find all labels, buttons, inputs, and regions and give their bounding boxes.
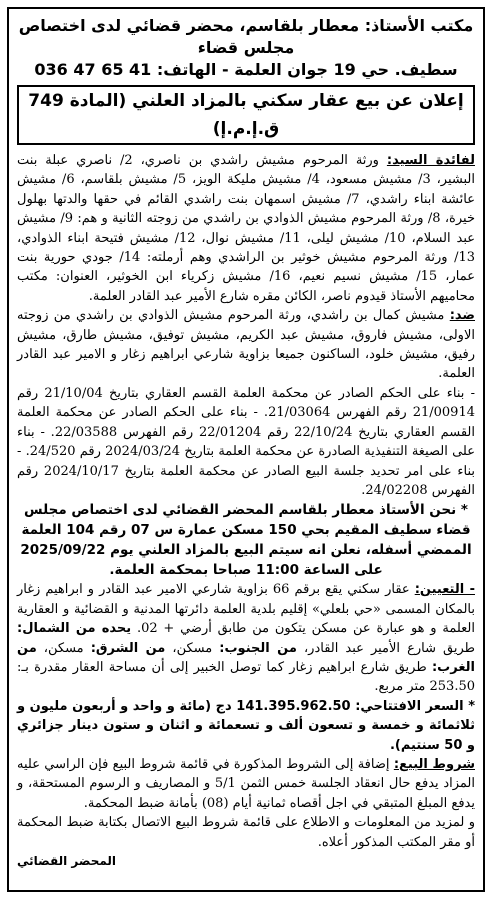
defendant-paragraph	[17, 306, 475, 384]
west-boundary-label: من الغرب:	[17, 640, 475, 675]
beneficiary-label: لفائدة السيد:	[386, 153, 475, 168]
legal-basis-paragraph: - بناء على الحكم الصادر عن محكمة العلمة القسم العقاري بتاريخ 21/10/04 رقم 21/00914 رقم الفهرس 21/03064. - بناء على الحكم الصادر عن محكمة العلمة القسم العقاري بتاريخ 22/10/24 رقم 22/01204 رقم الفهرس 22/03588. - بناء على الصيغة التنفيذية الصادرة عن محكمة العلمة بتاريخ 2024/03/24 رقم 24/520. - بناء على امر تحديد جلسة البيع الصادر عن محكمة العلمة بتاريخ 2024/10/17 رقم الفهرس 24/02208.	[17, 385, 476, 498]
sale-conditions-label: شروط البيع:	[393, 756, 475, 772]
property-description-paragraph	[17, 580, 475, 696]
sale-conditions-paragraph	[17, 755, 475, 813]
designation-label: - التعيين:	[414, 582, 475, 598]
office-header-line-2: سطيف. حي 19 جوان العلمة - الهاتف: 41 65 47 036	[34, 60, 458, 79]
beneficiary-paragraph	[17, 151, 475, 306]
sale-conditions-text: إضافة إلى الشروط المذكورة في قائمة شروط البيع فإن الراسي عليه المزاد يدفع حال انعقاد الجلسة خمس الثمن 5/1 و المصاريف و الرسوم المستحقة، و يدفع المبلغ المتبقي في اجل أقصاه ثمانية أيام (08) بأمانة ضبط المحكمة.	[17, 756, 475, 811]
contact-info-paragraph: و لمزيد من المعلومات و الاطلاع على قائمة شروط البيع الاتصال بكتابة ضبط المحكمة أو مقر المكتب المذكور أعلاه.	[17, 815, 475, 850]
notice-title: إعلان عن بيع عقار سكني بالمزاد العلني (المادة 749 ق.إ.م.إ)	[17, 85, 475, 145]
west-boundary-text: طريق شارع ابراهيم زغار كما توصل الخبير إلى أن مساحة العقار مقدرة بـ: 253.50 متر مربع.	[17, 659, 475, 695]
north-boundary-text: طريق شارع الأمير عبد القادر،	[296, 640, 475, 656]
auction-announcement: * نحن الأستاذ معطار بلقاسم المحضر القضائي لدى اختصاص مجلس قضاء سطيف المقيم بحي 150 مسكن عمارة س 07 رقم 104 العلمة الممضي أسفله، نعلن انه سيتم البيع بالمزاد العلني يوم 2025/09/22 على الساعة 11:00 صباحا بمحكمة العلمة.	[20, 502, 472, 579]
designation-text: عقار سكني يقع برقم 66 بزاوية شارعي الامير عبد القادر و ابراهيم زغار بالمكان المسمى «حي بلعلي» إقليم بلدية العلمة دائرتها المدنية و القضائية و العقارية العلمة و هو عبارة عن مسكن يتكون من طابق أرضي + 02.	[17, 582, 475, 637]
north-boundary-label: يحده من الشمال:	[17, 621, 132, 637]
legal-notice-page	[7, 7, 485, 892]
notice-body	[17, 151, 475, 871]
east-boundary-text: مسكن،	[36, 640, 91, 656]
bailiff-signature: المحضر القضائي	[17, 854, 117, 868]
beneficiary-text: ورثة المرحوم مشيش راشدي بن ناصري، 2/ ناصري عبلة بنت البشير، 3/ مشيش مسعود، 4/ مشيش مليكة الويز، 5/ مشيش بلقاسم، 6/ مشيش عائشة ابناء راشدي، 7/ مشيش اسمهان بنت راشدي القائم في حقها والدتها بهلول خيرة، 8/ ورثة المرحوم مشيش الذوادي بن راشدي من زوجته الثانية و هم: 9/ مشيش عبد السلام، 10/ مشيش ليلى، 11/ مشيش نوال، 12/ مشيش فتيحة ابناء الذوادي، 13/ ورثة المرحوم مشيش خوثير بن الراشدي وهم أرملته: 14/ جودي حورية بنت عمار، 15/ مشيش نسيم نعيم، 16/ مشيش زكرياء ابن الخوثير، العنوان: مكتب محاميهم الأستاذ قيدوم ناصر، الكائن مقره شارع الأمير عبد القادر العلمة.	[17, 153, 475, 304]
south-boundary-text: مسكن،	[165, 640, 220, 656]
opening-price-paragraph: * السعر الافتتاحي: 141.395.962.50 دج (مائة و واحد و أربعون مليون و ثلاثمائة و خمسة و تسعون ألف و تسعمائة و اثنان و ستون دينار جزائري و 50 سنتيم).	[17, 698, 475, 753]
office-header-line-1: مكتب الأستاذ: معطار بلقاسم، محضر قضائي لدى اختصاص مجلس قضاء	[18, 16, 474, 57]
office-header	[17, 15, 475, 81]
east-boundary-label: من الشرق:	[90, 640, 166, 656]
defendant-label: ضد:	[449, 308, 475, 324]
defendant-text: مشيش كمال بن راشدي، ورثة المرحوم مشيش الذوادي بن راشدي من زوجته الاولى، مشيش فاروق، مشيش عبد الكريم، مشيش توفيق، مشيش طارق، مشيش رفيق، مشيش خلود، الساكنون جميعا بزاوية شارعي ابراهيم زغار و الامير عبد القادر العلمة.	[17, 308, 475, 382]
south-boundary-label: من الجنوب:	[219, 640, 297, 656]
